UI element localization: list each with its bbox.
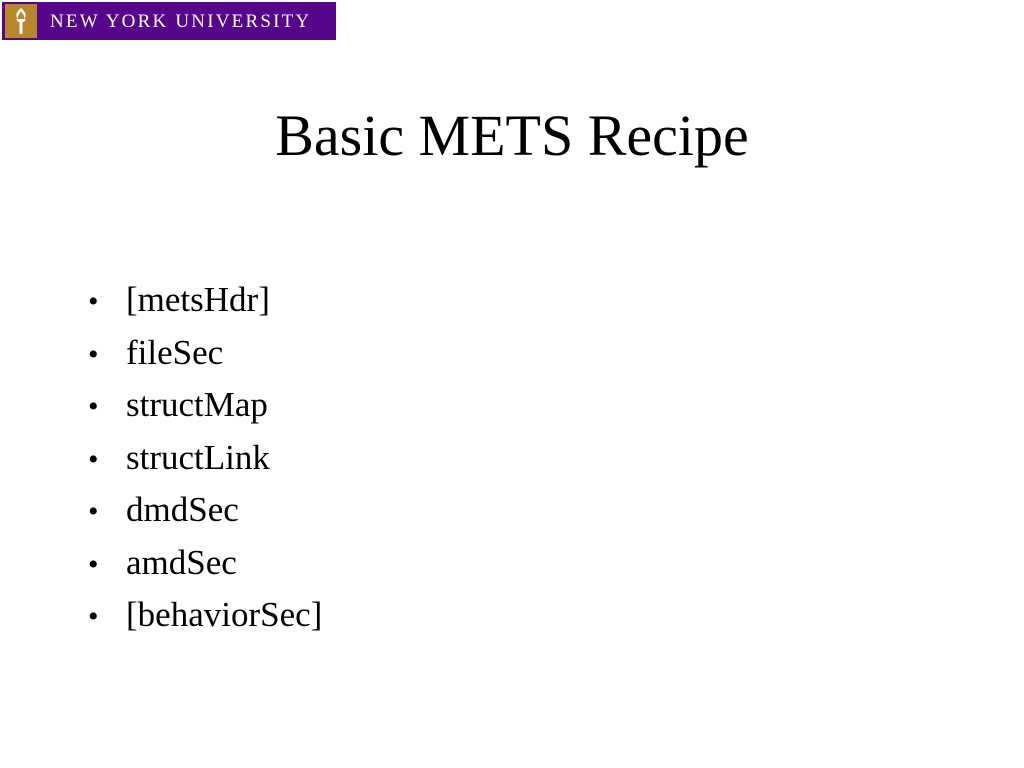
bullet-icon: •: [88, 547, 99, 581]
bullet-icon: •: [88, 285, 99, 318]
slide-title: Basic METS Recipe: [275, 103, 749, 168]
bullet-icon: •: [88, 442, 99, 476]
list-item: [88, 432, 322, 485]
list-item-text: structMap: [126, 385, 268, 424]
list-item-text: [metsHdr]: [126, 280, 270, 319]
bullet-icon: •: [88, 337, 99, 371]
bullet-icon: •: [88, 390, 99, 423]
list-item: [88, 379, 322, 432]
torch-icon: [4, 4, 38, 38]
bullet-icon: •: [88, 600, 99, 633]
list-item: [88, 589, 322, 642]
bullet-list: [88, 274, 322, 642]
list-item: [88, 537, 322, 590]
list-item: [88, 327, 322, 380]
list-item-text: dmdSec: [126, 490, 239, 529]
list-item: [88, 484, 322, 537]
list-item-text: fileSec: [126, 332, 224, 372]
nyu-logo: [2, 2, 336, 40]
bullet-icon: •: [88, 495, 99, 528]
list-item-text: [behaviorSec]: [126, 595, 323, 634]
list-item-text: structLink: [126, 437, 270, 477]
list-item: [88, 274, 322, 327]
list-item-text: amdSec: [126, 542, 237, 582]
logo-text: NEW YORK UNIVERSITY: [50, 10, 312, 32]
